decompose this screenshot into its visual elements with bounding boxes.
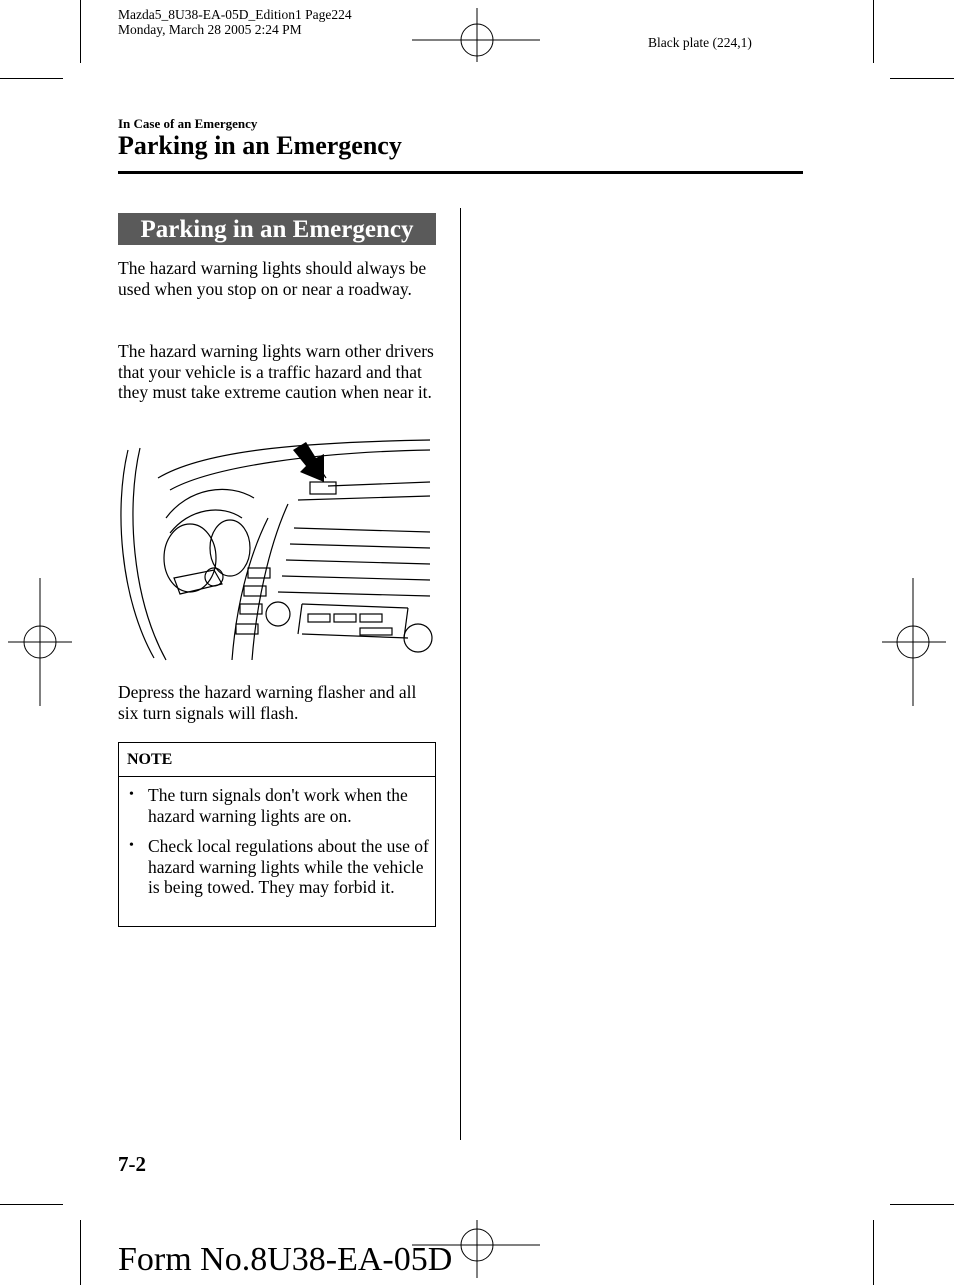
note-item: [129, 785, 432, 826]
paragraph-2: The hazard warning lights warn other drivers that your vehicle is a traffic hazard and that they must take extreme caution when near it.: [118, 341, 434, 403]
header-rule: [118, 171, 803, 174]
section-banner: Parking in an Emergency: [118, 213, 436, 245]
page-title: Parking in an Emergency: [118, 131, 402, 160]
paragraph-1: The hazard warning lights should always be used when you stop on or near a roadway.: [118, 258, 427, 299]
plate-label: Black plate (224,1): [648, 35, 752, 50]
page-number: 7-2: [118, 1152, 146, 1176]
note-box: [118, 742, 436, 927]
arrow-icon: [293, 442, 324, 482]
print-meta-filename: Mazda5_8U38-EA-05D_Edition1 Page224: [118, 7, 352, 22]
note-item: [129, 836, 432, 898]
bullet-icon: •: [129, 838, 134, 853]
form-number: Form No.8U38-EA-05D: [118, 1241, 453, 1278]
note-heading: NOTE: [119, 743, 435, 777]
note-item-text: Check local regulations about the use of hazard warning lights while the vehicle is being towed. They may forbid it.: [148, 836, 429, 898]
note-item-text: The turn signals don't work when the hazard warning lights are on.: [148, 785, 408, 826]
paragraph-3: Depress the hazard warning flasher and all six turn signals will flash.: [118, 682, 417, 723]
bullet-icon: •: [129, 787, 134, 802]
dashboard-hazard-illustration: [118, 438, 436, 662]
section-label: In Case of an Emergency: [118, 116, 258, 131]
column-divider: [460, 208, 461, 1140]
print-meta-timestamp: Monday, March 28 2005 2:24 PM: [118, 22, 302, 37]
